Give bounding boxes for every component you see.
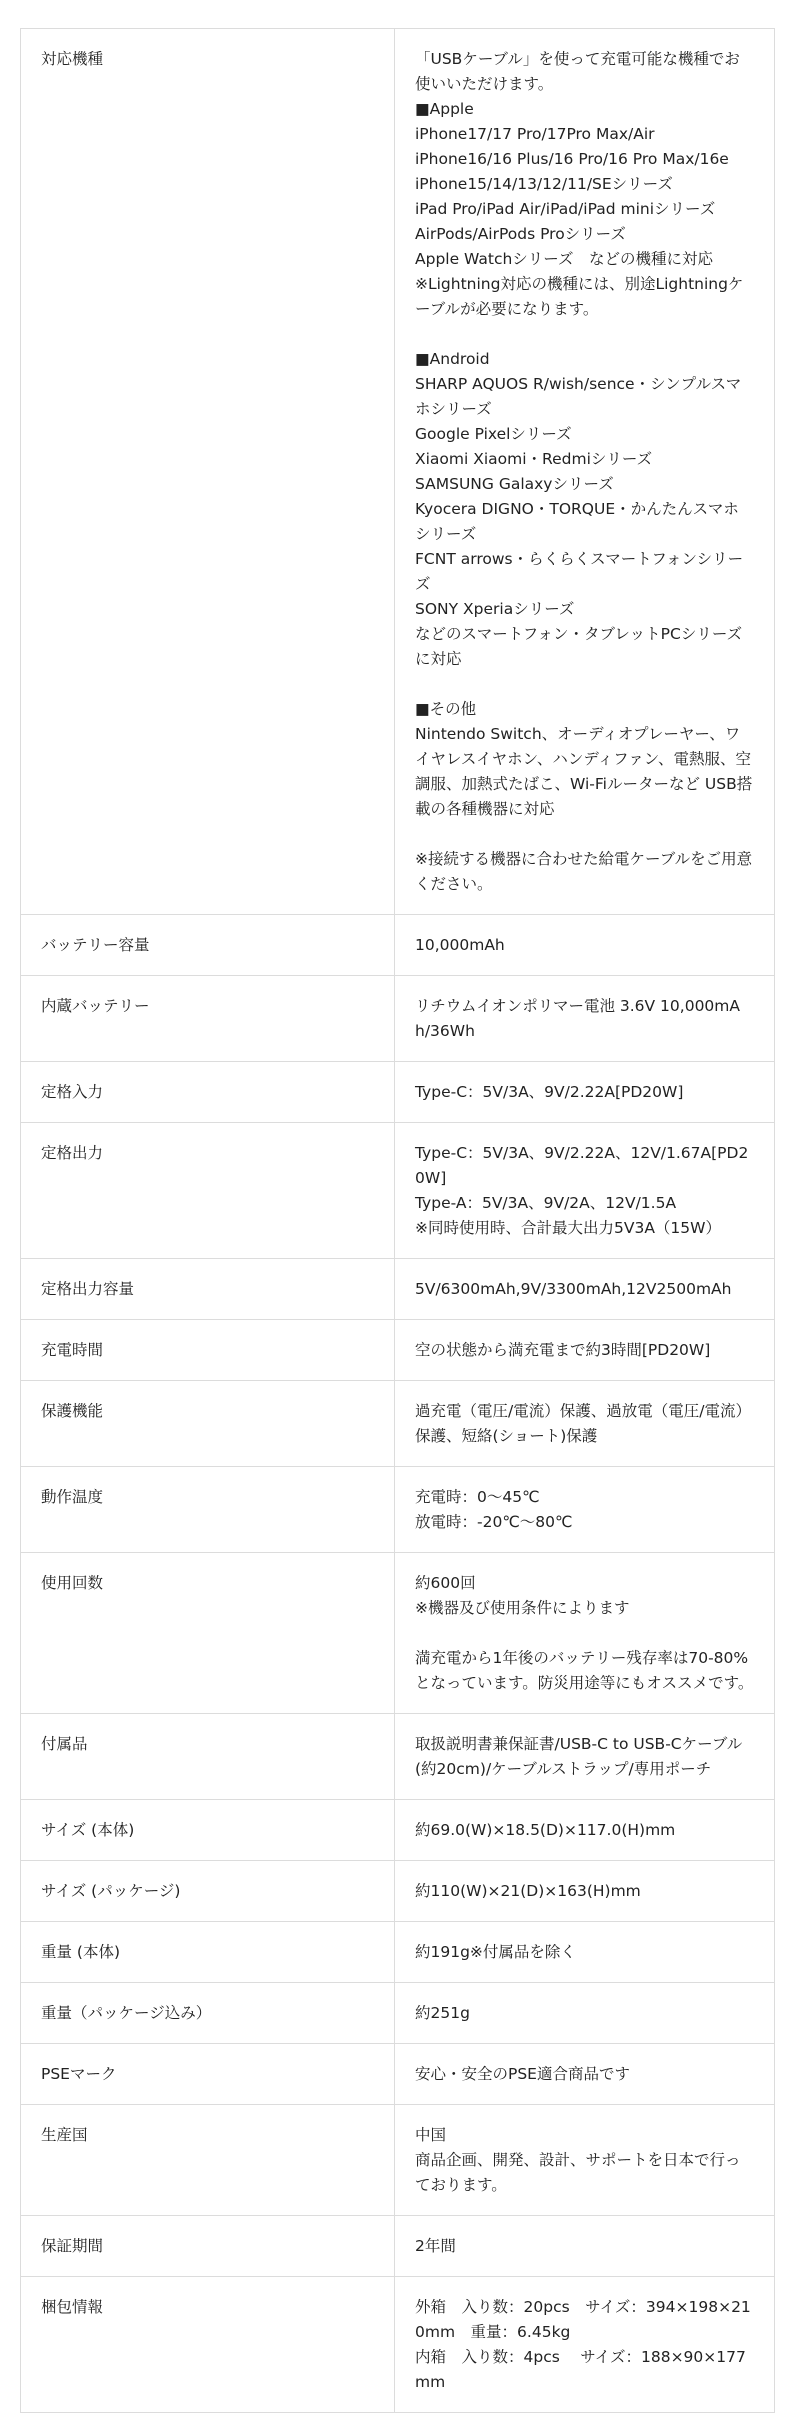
- table-row: [21, 1983, 775, 2044]
- table-row: [21, 1714, 775, 1800]
- row-label-internal-battery: 内蔵バッテリー: [21, 976, 395, 1062]
- row-value-size-body: 約69.0(W)×18.5(D)×117.0(H)mm: [395, 1800, 775, 1861]
- row-label-weight-body: 重量 (本体): [21, 1922, 395, 1983]
- spec-table-container: [20, 28, 768, 2413]
- row-label-charging-time: 充電時間: [21, 1320, 395, 1381]
- row-value-rated-input: Type-C：5V/3A、9V/2.22A[PD20W]: [395, 1062, 775, 1123]
- row-label-pse-mark: PSEマーク: [21, 2044, 395, 2105]
- table-row: [21, 1861, 775, 1922]
- row-label-protection: 保護機能: [21, 1381, 395, 1467]
- table-row: [21, 1922, 775, 1983]
- table-row: [21, 2105, 775, 2216]
- row-label-operating-temperature: 動作温度: [21, 1467, 395, 1553]
- row-label-warranty: 保証期間: [21, 2216, 395, 2277]
- row-value-country-of-origin: 中国 商品企画、開発、設計、サポートを日本で行っております。: [395, 2105, 775, 2216]
- table-row: [21, 2044, 775, 2105]
- row-value-weight-body: 約191g※付属品を除く: [395, 1922, 775, 1983]
- row-label-rated-output-capacity: 定格出力容量: [21, 1259, 395, 1320]
- row-label-accessories: 付属品: [21, 1714, 395, 1800]
- table-row: [21, 1062, 775, 1123]
- table-row: [21, 2277, 775, 2413]
- table-row: [21, 1259, 775, 1320]
- row-value-battery-capacity: 10,000mAh: [395, 915, 775, 976]
- table-row: [21, 1553, 775, 1714]
- row-label-cycle-count: 使用回数: [21, 1553, 395, 1714]
- row-value-warranty: 2年間: [395, 2216, 775, 2277]
- row-value-rated-output-capacity: 5V/6300mAh,9V/3300mAh,12V2500mAh: [395, 1259, 775, 1320]
- row-label-size-body: サイズ (本体): [21, 1800, 395, 1861]
- row-label-battery-capacity: バッテリー容量: [21, 915, 395, 976]
- row-value-pse-mark: 安心・安全のPSE適合商品です: [395, 2044, 775, 2105]
- row-value-internal-battery: リチウムイオンポリマー電池 3.6V 10,000mAh/36Wh: [395, 976, 775, 1062]
- spec-table: [20, 28, 775, 2413]
- table-row: [21, 976, 775, 1062]
- row-value-accessories: 取扱説明書兼保証書/USB-C to USB-Cケーブル(約20cm)/ケーブルストラップ/専用ポーチ: [395, 1714, 775, 1800]
- table-row: [21, 1467, 775, 1553]
- table-row: [21, 1320, 775, 1381]
- row-label-rated-input: 定格入力: [21, 1062, 395, 1123]
- row-value-size-package: 約110(W)×21(D)×163(H)mm: [395, 1861, 775, 1922]
- row-label-compatible-devices: 対応機種: [21, 29, 395, 915]
- row-value-cycle-count: 約600回 ※機器及び使用条件によります 満充電から1年後のバッテリー残存率は70-80%となっています。防災用途等にもオススメです。: [395, 1553, 775, 1714]
- row-value-protection: 過充電（電圧/電流）保護、過放電（電圧/電流）保護、短絡(ショート)保護: [395, 1381, 775, 1467]
- table-row: [21, 915, 775, 976]
- table-row: [21, 2216, 775, 2277]
- row-label-packing-info: 梱包情報: [21, 2277, 395, 2413]
- row-value-operating-temperature: 充電時：0〜45℃ 放電時：-20℃〜80℃: [395, 1467, 775, 1553]
- table-row: [21, 1123, 775, 1259]
- row-label-weight-package: 重量（パッケージ込み）: [21, 1983, 395, 2044]
- row-label-country-of-origin: 生産国: [21, 2105, 395, 2216]
- row-value-packing-info: 外箱 入り数：20pcs サイズ：394×198×210mm 重量：6.45kg 内箱 入り数：4pcs サイズ：188×90×177mm: [395, 2277, 775, 2413]
- row-value-rated-output: Type-C：5V/3A、9V/2.22A、12V/1.67A[PD20W] Type-A：5V/3A、9V/2A、12V/1.5A ※同時使用時、合計最大出力5V3A（15W）: [395, 1123, 775, 1259]
- table-row: [21, 1800, 775, 1861]
- row-label-size-package: サイズ (パッケージ): [21, 1861, 395, 1922]
- row-value-compatible-devices: 「USBケーブル」を使って充電可能な機種でお使いいただけます。 ■Apple iPhone17/17 Pro/17Pro Max/Air iPhone16/16 Plus/16 Pro/16 Pro Max/16e iPhone15/14/13/12/11/SEシリーズ iPad Pro/iPad Air/iPad/iPad miniシリーズ AirPods/AirPods Proシリーズ Apple Watchシリーズ などの機種に対応 ※Lightning対応の機種には、別途Lightningケーブルが必要になります。 ■Android SHARP AQUOS R/wish/sence・シンプルスマホシリーズ Google Pixelシリーズ Xiaomi Xiaomi・Redmiシリーズ SAMSUNG Galaxyシリーズ Kyocera DIGNO・TORQUE・かんたんスマホシリーズ FCNT arrows・らくらくスマートフォンシリーズ SONY Xperiaシリーズ などのスマートフォン・タブレットPCシリーズに対応 ■その他 Nintendo Switch、オーディオプレーヤー、ワイヤレスイヤホン、ハンディファン、電熱服、空調服、加熱式たばこ、Wi-Fiルーターなど USB搭載の各種機器に対応 ※接続する機器に合わせた給電ケーブルをご用意ください。: [395, 29, 775, 915]
- row-value-weight-package: 約251g: [395, 1983, 775, 2044]
- table-row: [21, 29, 775, 915]
- row-label-rated-output: 定格出力: [21, 1123, 395, 1259]
- row-value-charging-time: 空の状態から満充電まで約3時間[PD20W]: [395, 1320, 775, 1381]
- table-row: [21, 1381, 775, 1467]
